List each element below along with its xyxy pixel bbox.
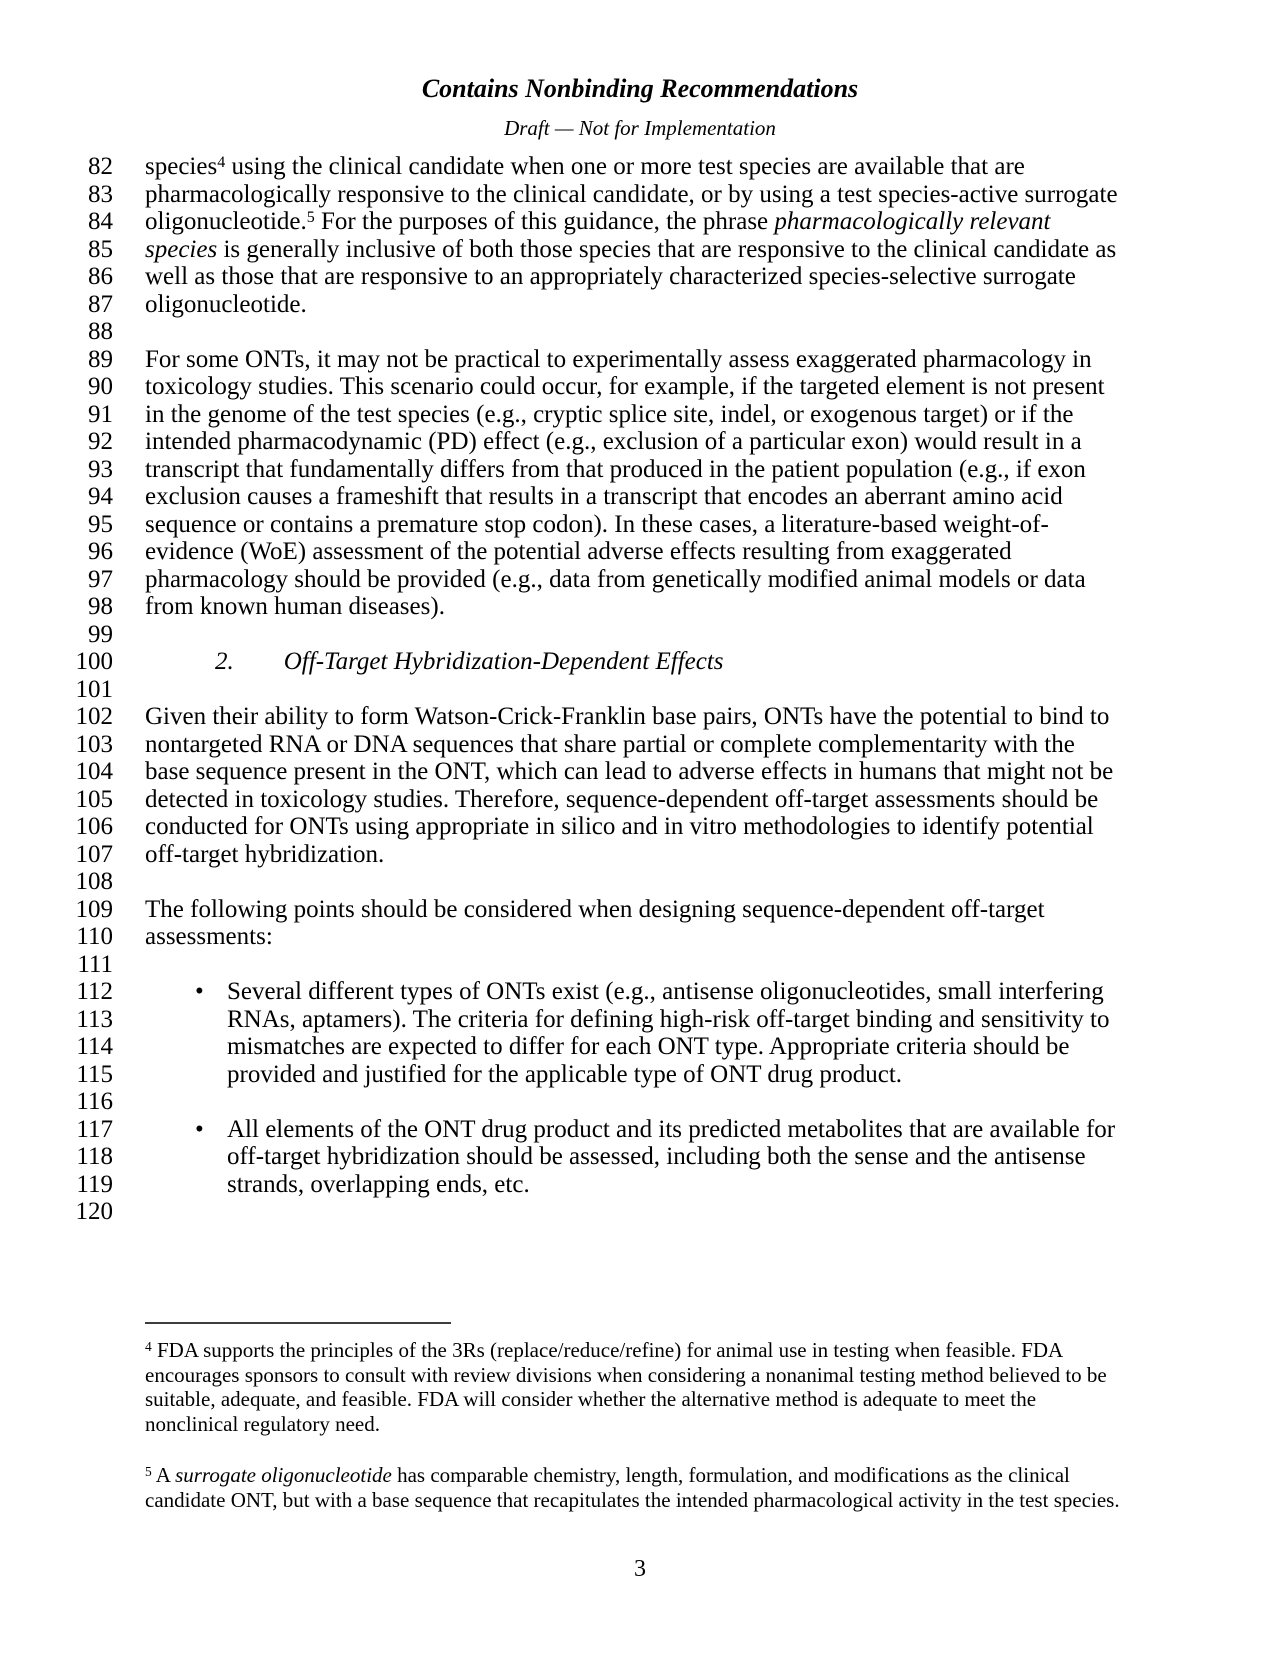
line-number: 82 — [88, 153, 113, 180]
line-content — [145, 593, 445, 621]
line-number: 97 — [88, 565, 113, 593]
line-number: 104 — [75, 758, 113, 785]
line-number: 83 — [88, 180, 113, 208]
footnote-line — [145, 1363, 1185, 1388]
document-line — [0, 703, 1280, 731]
document-line — [0, 318, 1280, 346]
line-number: 117 — [76, 1115, 113, 1143]
text-run: For some ONTs, it may not be practical to experimentally assess exaggerated pharmacology in — [145, 345, 1092, 373]
footnote-reference: 5 — [145, 1463, 152, 1479]
text-run: base sequence present in the ONT, which can lead to adverse effects in humans that might not be — [145, 758, 1114, 785]
document-line — [0, 346, 1280, 374]
document-line — [0, 786, 1280, 814]
line-number: 96 — [88, 538, 113, 565]
document-line — [0, 868, 1280, 896]
line-content — [145, 511, 1049, 539]
document-line — [0, 593, 1280, 621]
text-run: mismatches are expected to differ for each ONT type. Appropriate criteria should be — [227, 1033, 1070, 1060]
footnote-reference: 5 — [306, 208, 315, 226]
footnote-reference: 4 — [217, 153, 226, 171]
text-run: nontargeted RNA or DNA sequences that share partial or complete complementarity with the — [145, 730, 1075, 758]
line-content — [145, 346, 1092, 374]
line-number: 99 — [88, 620, 113, 648]
document-line — [0, 1198, 1280, 1226]
document-line — [0, 648, 1280, 676]
line-content — [145, 923, 273, 951]
line-content — [145, 703, 1109, 731]
line-content — [145, 1116, 1115, 1144]
line-number: 107 — [75, 840, 113, 868]
line-number: 105 — [75, 785, 113, 813]
text-run: All elements of the ONT drug product and its predicted metabolites that are available for — [227, 1115, 1116, 1143]
footnote-reference: 4 — [145, 1338, 152, 1354]
text-run: off-target hybridization should be assessed, including both the sense and the antisense — [227, 1143, 1086, 1170]
text-run: detected in toxicology studies. Therefore, sequence-dependent off-target assessments should be — [145, 785, 1099, 813]
line-number: 93 — [88, 455, 113, 483]
line-number: 92 — [88, 428, 113, 455]
text-run: intended pharmacodynamic (PD) effect (e.g., exclusion of a particular exon) would result in a — [145, 428, 1082, 455]
text-run: Several different types of ONTs exist (e.g., antisense oligonucleotides, small interfering — [227, 978, 1104, 1005]
text-run: species — [145, 235, 218, 263]
line-number: 86 — [88, 263, 113, 290]
line-content — [145, 813, 1094, 841]
line-number: 111 — [77, 950, 113, 978]
text-run: RNAs, aptamers). The criteria for defining high-risk off-target binding and sensitivity to — [227, 1005, 1110, 1033]
line-content — [145, 456, 1086, 484]
line-content — [145, 1033, 1070, 1061]
line-content — [145, 181, 1118, 209]
line-content — [145, 1061, 902, 1089]
text-run: exclusion causes a frameshift that results in a transcript that encodes an aberrant amino acid — [145, 483, 1063, 510]
text-run: pharmacologically relevant — [774, 208, 1051, 235]
document-line — [0, 813, 1280, 841]
document-line — [0, 1171, 1280, 1199]
text-run: conducted for ONTs using appropriate in silico and in vitro methodologies to identify potential — [145, 813, 1094, 840]
text-run: A — [151, 1463, 176, 1487]
line-number: 87 — [88, 290, 113, 318]
line-number: 101 — [75, 675, 113, 703]
line-number: 120 — [75, 1198, 113, 1225]
line-content — [145, 373, 1105, 401]
text-run: For the purposes of this guidance, the phrase — [314, 208, 775, 235]
line-number: 85 — [88, 235, 113, 263]
document-line — [0, 1143, 1280, 1171]
text-run: using the clinical candidate when one or more test species are available that are — [225, 153, 1025, 180]
footnote-line — [145, 1387, 1185, 1412]
document-line — [0, 1006, 1280, 1034]
line-content — [145, 263, 1076, 291]
text-run: surrogate oligonucleotide — [175, 1463, 392, 1487]
document-line — [0, 263, 1280, 291]
line-content — [145, 758, 1113, 786]
line-number: 91 — [88, 400, 113, 428]
line-content — [145, 841, 384, 869]
line-content — [145, 153, 1025, 181]
document-line — [0, 896, 1280, 924]
line-content — [145, 483, 1063, 511]
bullet-icon: • — [195, 1115, 204, 1143]
text-run: transcript that fundamentally differs from that produced in the patient population (e.g., if exon — [145, 455, 1086, 483]
line-content — [145, 538, 1012, 566]
line-content — [145, 731, 1075, 759]
line-number: 106 — [75, 813, 113, 840]
text-run: pharmacology should be provided (e.g., data from genetically modified animal models or data — [145, 565, 1086, 593]
text-run: candidate ONT, but with a base sequence that recapitulates the intended pharmacological activity in the test species. — [145, 1487, 1120, 1512]
text-run: Given their ability to form Watson-Crick-Franklin base pairs, ONTs have the potential to bind to — [145, 703, 1110, 730]
footnote-line — [145, 1412, 1185, 1437]
line-number: 84 — [88, 208, 113, 235]
document-line — [0, 1061, 1280, 1089]
text-run: 2. — [215, 648, 234, 675]
document-line — [0, 428, 1280, 456]
text-run: evidence (WoE) assessment of the potential adverse effects resulting from exaggerated — [145, 538, 1012, 565]
footnote — [145, 1463, 1185, 1512]
document-line — [0, 676, 1280, 704]
text-run: has comparable chemistry, length, formulation, and modifications as the clinical — [391, 1463, 1070, 1487]
document-line — [0, 841, 1280, 869]
line-number: 102 — [75, 703, 113, 730]
text-run: nonclinical regulatory need. — [145, 1411, 380, 1436]
document-line — [0, 373, 1280, 401]
footnote-separator — [145, 1322, 451, 1324]
footnote-line — [145, 1338, 1185, 1363]
line-content — [145, 786, 1098, 814]
page-number: 3 — [634, 1556, 646, 1582]
document-line — [0, 923, 1280, 951]
document-line — [0, 208, 1280, 236]
line-content — [145, 648, 724, 676]
line-number: 118 — [76, 1143, 113, 1170]
line-content — [145, 978, 1104, 1006]
document-line — [0, 511, 1280, 539]
document-line — [0, 456, 1280, 484]
text-run: FDA supports the principles of the 3Rs (replace/reduce/refine) for animal use in testing when feasible. FDA — [151, 1338, 1064, 1362]
document-line — [0, 566, 1280, 594]
text-run: well as those that are responsive to an appropriately characterized species-selective surrogate — [145, 263, 1076, 290]
text-run: The following points should be considered when designing sequence-dependent off-target — [145, 895, 1045, 923]
text-run: toxicology studies. This scenario could occur, for example, if the targeted element is not present — [145, 373, 1105, 400]
footnotes-section — [145, 1338, 1185, 1512]
line-content — [145, 1143, 1086, 1171]
document-line — [0, 181, 1280, 209]
text-run: oligonucleotide. — [145, 208, 307, 235]
line-number: 109 — [75, 895, 113, 923]
text-run: sequence or contains a premature stop codon). In these cases, a literature-based weight-of- — [145, 510, 1049, 538]
document-line — [0, 538, 1280, 566]
document-line — [0, 758, 1280, 786]
line-number: 112 — [76, 978, 113, 1005]
line-number: 103 — [75, 730, 113, 758]
text-run: assessments: — [145, 923, 273, 950]
text-run: species — [145, 153, 218, 180]
line-content — [145, 1171, 530, 1199]
text-run: strands, overlapping ends, etc. — [227, 1170, 530, 1198]
text-run: pharmacologically responsive to the clinical candidate, or by using a test species-active surrogate — [145, 180, 1118, 208]
text-run: encourages sponsors to consult with review divisions when considering a nonanimal testing method believed to be — [145, 1362, 1107, 1387]
text-run: off-target hybridization. — [145, 840, 385, 868]
line-number: 114 — [76, 1033, 113, 1060]
line-content — [145, 1006, 1109, 1034]
line-number: 90 — [88, 373, 113, 400]
page-footer — [0, 1556, 1280, 1583]
document-line — [0, 1088, 1280, 1116]
document-line — [0, 1116, 1280, 1144]
footnote-line — [145, 1488, 1185, 1513]
text-run: in the genome of the test species (e.g., cryptic splice site, indel, or exogenous target) or if the — [145, 400, 1074, 428]
header-title: Contains Nonbinding Recommendations — [421, 74, 859, 103]
text-run: oligonucleotide. — [145, 290, 307, 318]
document-body — [0, 153, 1280, 1226]
document-line — [0, 401, 1280, 429]
line-number: 110 — [76, 923, 113, 950]
document-line — [0, 978, 1280, 1006]
line-content — [145, 208, 1051, 236]
line-content — [145, 236, 1116, 264]
line-number: 108 — [75, 868, 113, 895]
line-content — [145, 428, 1082, 456]
line-number: 94 — [88, 483, 113, 510]
document-line — [0, 291, 1280, 319]
line-number: 88 — [88, 318, 113, 345]
line-number: 100 — [75, 648, 113, 675]
document-line — [0, 153, 1280, 181]
line-content — [145, 566, 1086, 594]
line-content — [145, 291, 307, 319]
document-line — [0, 483, 1280, 511]
text-run: from known human diseases). — [145, 593, 445, 620]
line-number: 116 — [76, 1088, 113, 1115]
document-line — [0, 951, 1280, 979]
footnote-line — [145, 1463, 1185, 1488]
line-number: 113 — [76, 1005, 113, 1033]
line-number: 95 — [88, 510, 113, 538]
line-number: 115 — [76, 1060, 113, 1088]
text-run: is generally inclusive of both those species that are responsive to the clinical candidate as — [217, 235, 1117, 263]
line-number: 98 — [88, 593, 113, 620]
document-line — [0, 236, 1280, 264]
footnote — [145, 1338, 1185, 1436]
header-subtitle: Draft — Not for Implementation — [504, 116, 776, 140]
document-line — [0, 621, 1280, 649]
document-line — [0, 1033, 1280, 1061]
document-line — [0, 731, 1280, 759]
text-run: provided and justified for the applicable type of ONT drug product. — [227, 1060, 903, 1088]
line-number: 119 — [76, 1170, 113, 1198]
text-run: Off-Target Hybridization-Dependent Effects — [283, 648, 724, 675]
line-number: 89 — [88, 345, 113, 373]
line-content — [145, 401, 1073, 429]
text-run: suitable, adequate, and feasible. FDA will consider whether the alternative method is adequate to meet the — [145, 1387, 1037, 1411]
line-content — [145, 896, 1045, 924]
bullet-icon: • — [195, 978, 204, 1005]
